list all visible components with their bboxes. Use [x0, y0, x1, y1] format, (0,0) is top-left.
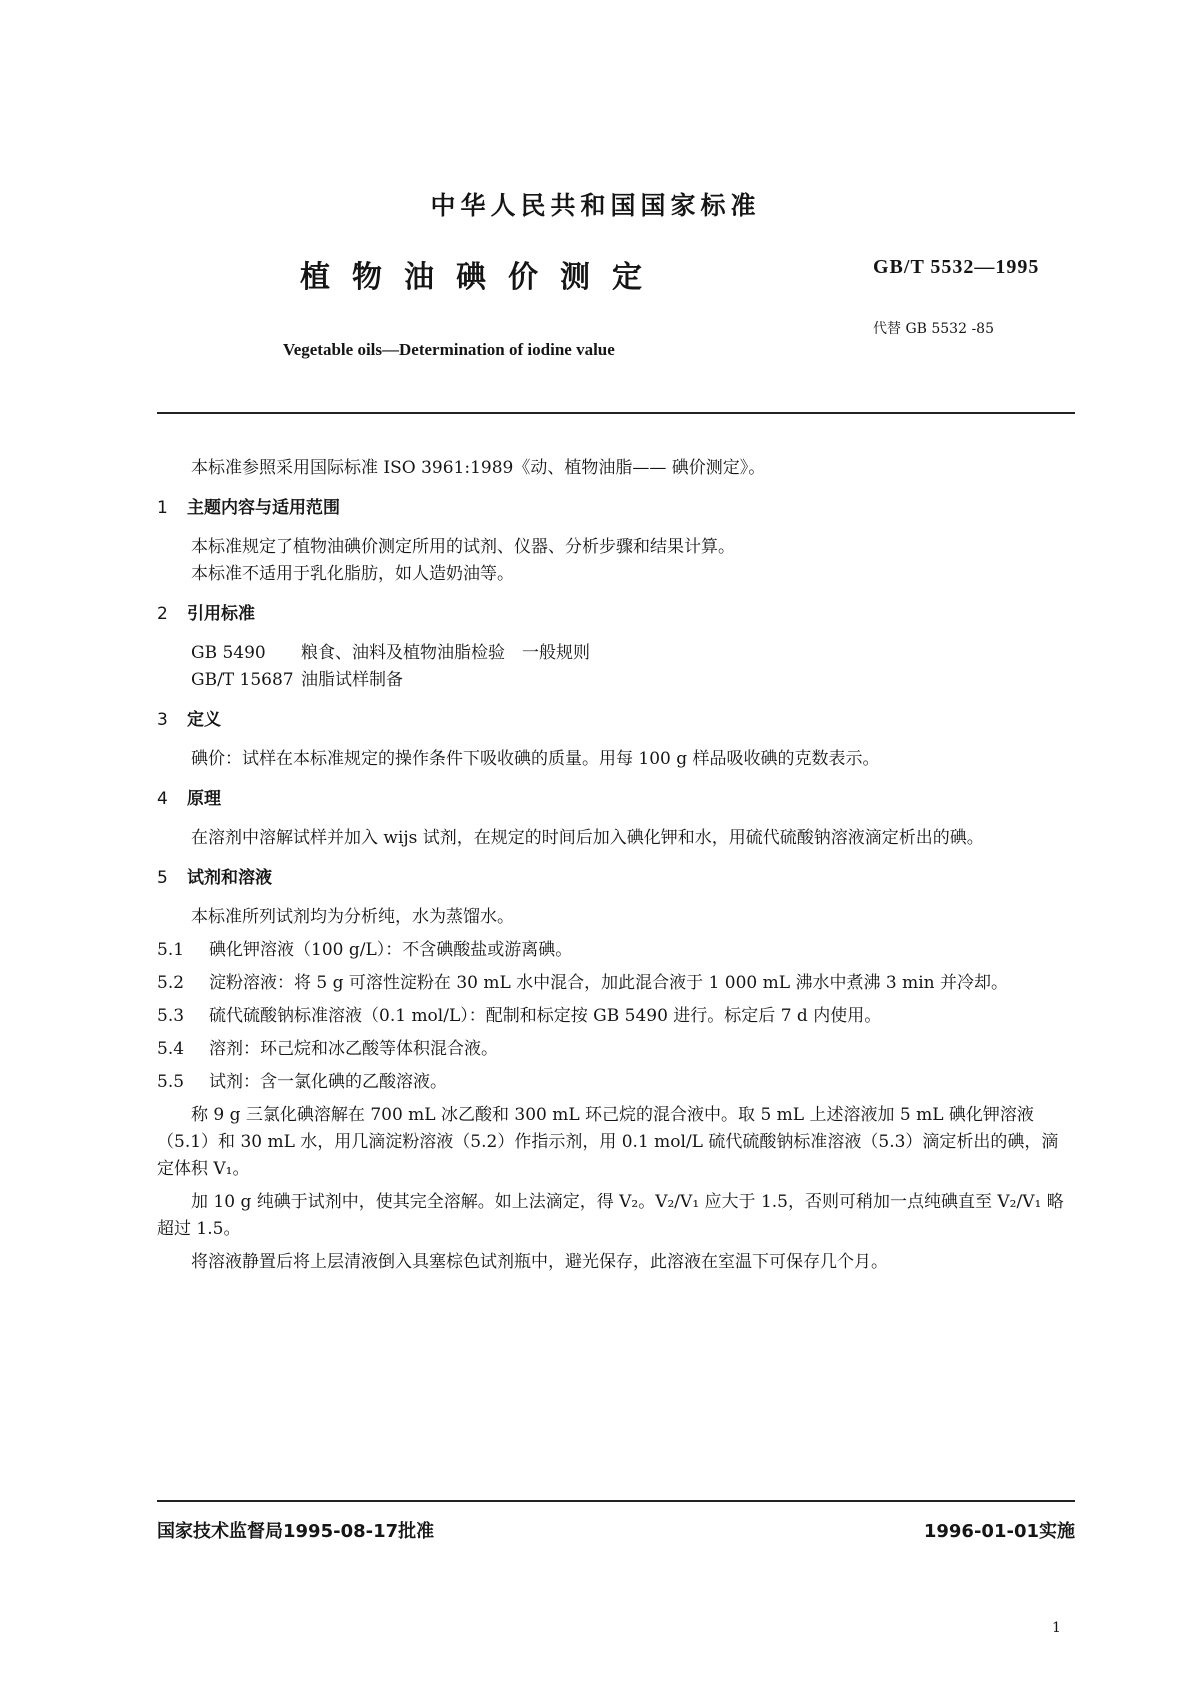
national-standard-heading: 中华人民共和国国家标准 [430, 191, 761, 220]
clause-text: 淀粉溶液：将 5 g 可溶性淀粉在 30 mL 水中混合，加此混合液于 1 000 mL 沸水中煮沸 3 min 并冷却。 [209, 973, 1008, 993]
section-number: 2 [157, 604, 168, 624]
reference-name: 粮食、油料及植物油脂检验 一般规则 [301, 643, 590, 663]
section-title: 试剂和溶液 [187, 868, 272, 888]
clause-item [157, 1069, 1075, 1096]
approval-note: 国家技术监督局1995-08-17批准 [157, 1521, 435, 1542]
section-title: 主题内容与适用范围 [187, 498, 340, 518]
clause-text: 试剂：含一氯化碘的乙酸溶液。 [209, 1072, 447, 1092]
reference-list [157, 640, 1075, 694]
clause-text: 碘化钾溶液（100 g/L）：不含碘酸盐或游离碘。 [209, 940, 573, 960]
clause-number: 5.5 [157, 1072, 185, 1092]
effective-date: 1996-01-01实施 [923, 1521, 1075, 1542]
clause-number: 5.4 [157, 1039, 185, 1059]
section-title: 引用标准 [187, 604, 255, 624]
reference-code: GB 5490 [191, 643, 266, 663]
page-number: 1 [1052, 1620, 1061, 1636]
clause-item [157, 970, 1075, 997]
clause-number: 5.2 [157, 973, 185, 993]
header-divider [157, 412, 1075, 414]
replaces-standard: 代替 GB 5532 -85 [873, 321, 994, 337]
document-body [157, 455, 1075, 1276]
clause-item [157, 937, 1075, 964]
clause-number: 5.1 [157, 940, 185, 960]
clause-text: 硫代硫酸钠标准溶液（0.1 mol/L）：配制和标定按 GB 5490 进行。标定后 7 d 内使用。 [209, 1006, 882, 1026]
clause-number: 5.3 [157, 1006, 185, 1026]
section-title: 原理 [187, 789, 221, 809]
reference-item [191, 667, 1075, 694]
paragraph: 在溶剂中溶解试样并加入 wijs 试剂，在规定的时间后加入碘化钾和水，用硫代硫酸钠溶液滴定析出的碘。 [191, 828, 984, 848]
paragraph: 加 10 g 纯碘于试剂中，使其完全溶解。如上法滴定，得 V₂。V₂/V₁ 应大于 1.5，否则可稍加一点纯碘直至 V₂/V₁ 略超过 1.5。 [157, 1192, 1064, 1239]
section-heading-1 [157, 495, 1075, 522]
document-title-english: Vegetable oils—Determination of iodine value [283, 340, 615, 359]
reference-code: GB/T 15687 [191, 670, 294, 690]
section-heading-3 [157, 707, 1075, 734]
section-heading-4 [157, 786, 1075, 813]
paragraph: 碘价：试样在本标准规定的操作条件下吸收碘的质量。用每 100 g 样品吸收碘的克数表示。 [191, 749, 880, 769]
section-number: 5 [157, 868, 168, 888]
section-number: 3 [157, 710, 168, 730]
section-number: 1 [157, 498, 168, 518]
section-heading-2 [157, 601, 1075, 628]
paragraph: 本标准规定了植物油碘价测定所用的试剂、仪器、分析步骤和结果计算。 [191, 537, 735, 557]
clause-text: 溶剂：环己烷和冰乙酸等体积混合液。 [209, 1039, 498, 1059]
paragraph: 称 9 g 三氯化碘溶解在 700 mL 冰乙酸和 300 mL 环己烷的混合液中。取 5 mL 上述溶液加 5 mL 碘化钾溶液（5.1）和 30 mL 水，用几滴淀粉溶液（5.2）作指示剂，用 0.1 mol/L 硫代硫酸钠标准溶液（5.3）滴定析出的碘，滴定体积 V₁。 [157, 1105, 1059, 1179]
paragraph: 将溶液静置后将上层清液倒入具塞棕色试剂瓶中，避光保存，此溶液在室温下可保存几个月。 [191, 1252, 888, 1272]
paragraph: 本标准不适用于乳化脂肪，如人造奶油等。 [191, 564, 514, 584]
document-title: 植物油碘价测定 [300, 260, 664, 295]
clause-item [157, 1003, 1075, 1030]
intro-paragraph: 本标准参照采用国际标准 ISO 3961:1989《动、植物油脂—— 碘价测定》。 [191, 458, 766, 478]
section-number: 4 [157, 789, 168, 809]
reference-name: 油脂试样制备 [301, 670, 403, 690]
paragraph: 本标准所列试剂均为分析纯，水为蒸馏水。 [191, 907, 514, 927]
clause-item [157, 1036, 1075, 1063]
section-title: 定义 [187, 710, 221, 730]
footer-divider [157, 1500, 1075, 1502]
section-heading-5 [157, 865, 1075, 892]
reference-item [191, 640, 1075, 667]
standard-code: GB/T 5532—1995 [873, 256, 1040, 278]
